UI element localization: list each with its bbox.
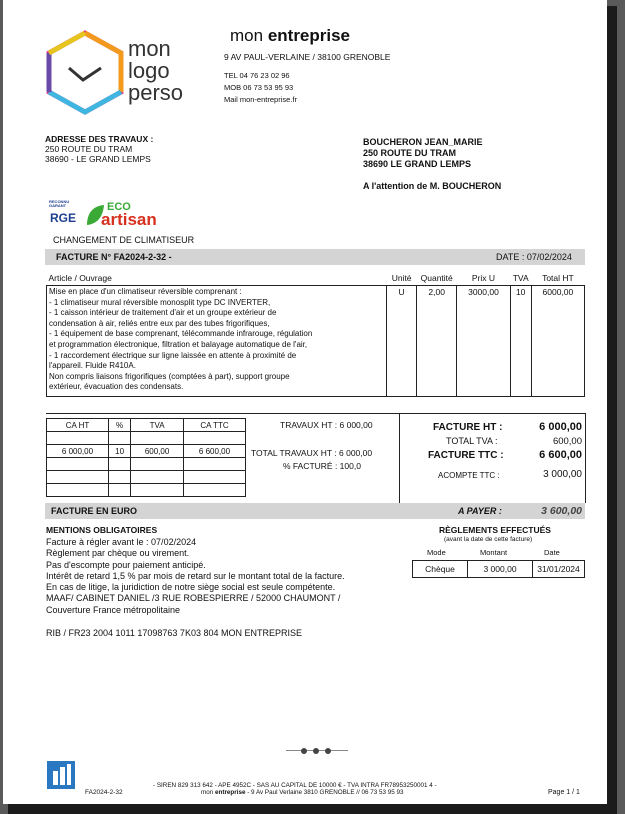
desc-line: extérieur, évacuation des condensats.	[49, 382, 184, 392]
total-travaux-ht: TOTAL TRAVAUX HT : 6 000,00	[251, 448, 373, 458]
page-shadow-right	[607, 6, 617, 814]
client-line1: 250 ROUTE DU TRAM	[363, 148, 457, 158]
items-header-row	[47, 270, 585, 286]
tva-header-row	[47, 419, 246, 432]
acompte-label: ACOMPTE TTC :	[438, 471, 500, 480]
invoice-page	[3, 0, 607, 804]
acompte-value: 3 000,00	[543, 469, 582, 480]
pct-facture: % FACTURÉ : 100,0	[283, 461, 361, 471]
table-row	[47, 471, 246, 484]
company-tel: TEL 04 76 23 02 96	[224, 71, 290, 80]
facture-ht-label: FACTURE HT :	[433, 422, 503, 433]
item-description	[47, 286, 387, 397]
total-tva-label: TOTAL TVA :	[446, 436, 498, 446]
item-unit: U	[387, 286, 417, 397]
item-qty: 2,00	[417, 286, 457, 397]
col-article: Article / Ouvrage	[47, 270, 387, 286]
footer-name-prefix: mon	[201, 789, 214, 796]
invoice-number: FACTURE N° FA2024-2-32 -	[56, 252, 172, 262]
summary-divider	[399, 413, 400, 503]
desc-line: - 1 équipement de base comprenant, télécommande infrarouge, régulation	[49, 329, 313, 339]
desc-line: condensation à air, reliés entre eux par des tubes frigorifiques,	[49, 318, 270, 328]
invoice-date: DATE : 07/02/2024	[496, 252, 572, 262]
footer-logo-icon	[47, 761, 75, 789]
desc-line: et programmation électronique, filtration et balayage automatique de l'air,	[49, 339, 308, 349]
items-table	[46, 270, 585, 397]
a-payer-label: A PAYER :	[458, 506, 502, 516]
dot-icon	[313, 748, 319, 754]
total-tva-value: 600,00	[552, 436, 582, 447]
table-row	[47, 286, 585, 397]
col-unit: Unité	[387, 270, 417, 286]
table-row	[47, 484, 246, 497]
payments-col-mode: Mode	[427, 548, 446, 557]
payment-date: 31/01/2024	[533, 561, 585, 578]
rge-top-text: RECONNU GARANT	[49, 199, 70, 208]
item-price: 3000,00	[457, 286, 510, 397]
mention-line: Couverture France métropolitaine	[46, 604, 181, 615]
col-total: Total HT	[531, 270, 584, 286]
payments-col-montant: Montant	[480, 548, 508, 557]
mention-line: En cas de litige, la juridiction de notre siège social est seule compétente.	[46, 582, 336, 593]
eco-text: ECO	[107, 201, 131, 213]
tva-caht: 6 000,00	[47, 445, 109, 458]
desc-line: - 1 caisson intérieur de traitement d'air et un groupe extérieur de	[49, 308, 277, 318]
dot-icon	[301, 748, 307, 754]
footer-contact	[201, 789, 404, 796]
works-line1: 250 ROUTE DU TRAM	[45, 144, 133, 154]
desc-line: - 1 climatiseur mural réversible monosplit type DC INVERTER,	[49, 297, 271, 307]
mention-line: MAAF/ CABINET DANIEL /3 RUE ROBESPIERRE / 52000 CHAUMONT /	[46, 593, 341, 604]
client-name: BOUCHERON JEAN_MARIE	[363, 137, 483, 147]
facture-ttc-label: FACTURE TTC :	[428, 450, 504, 461]
company-name-bold: entreprise	[267, 26, 351, 45]
tva-pct: 10	[108, 445, 130, 458]
rge-text: RGE	[50, 211, 77, 225]
invoice-subject: CHANGEMENT DE CLIMATISEUR	[53, 235, 195, 245]
page-number: Page 1 / 1	[548, 789, 580, 796]
dot-icon	[325, 748, 331, 754]
eco-artisan-logo	[85, 200, 175, 230]
tva-col-tva: TVA	[131, 419, 184, 432]
logo-text-logo: logo	[128, 58, 170, 83]
page-dots-indicator	[286, 748, 348, 754]
desc-line: l'appareil. Fluide R410A.	[49, 361, 136, 371]
tva-cattc: 6 600,00	[184, 445, 246, 458]
tva-col-cattc: CA TTC	[184, 419, 246, 432]
summary-right-border	[585, 413, 586, 503]
company-address: 9 AV PAUL-VERLAINE / 38100 GRENOBLE	[224, 52, 391, 62]
footer-address: - 9 Av Paul Verlaine 3810 GRENOBLE // 06 73 53 95 93	[247, 789, 404, 796]
footer-legal: - SIREN 829 313 642 - APE 4952C - SAS AU CAPITAL DE 10000 € - TVA INTRA FR78953250001 4 -	[153, 782, 437, 789]
client-line2: 38690 LE GRAND LEMPS	[363, 159, 472, 169]
company-mob: MOB 06 73 53 95 93	[224, 83, 294, 92]
mentions-title: MENTIONS OBLIGATOIRES	[46, 525, 158, 535]
tva-value: 600,00	[131, 445, 184, 458]
facture-ttc-value: 6 600,00	[539, 449, 582, 461]
desc-line: Non compris liaisons frigorifiques (comptées à part), support groupe	[49, 371, 290, 381]
summary-top-border	[46, 413, 585, 414]
artisan-text: artisan	[101, 210, 157, 229]
tva-table	[46, 418, 246, 497]
item-total: 6000,00	[531, 286, 584, 397]
footer-name-bold: entreprise	[215, 789, 246, 796]
travaux-ht: TRAVAUX HT : 6 000,00	[280, 420, 373, 430]
payments-subtitle: (avant la date de cette facture)	[444, 536, 533, 543]
logo-text-mon: mon	[128, 36, 171, 61]
mention-line: Facture à régler avant le : 07/02/2024	[46, 537, 197, 547]
footer-ref: FA2024-2-32	[85, 789, 123, 796]
payments-title: RÈGLEMENTS EFFECTUÉS	[439, 525, 551, 535]
table-row	[47, 432, 246, 445]
table-row	[47, 458, 246, 471]
works-line2: 38690 - LE GRAND LEMPS	[45, 154, 151, 164]
payment-amount: 3 000,00	[468, 561, 533, 578]
desc-line: - 1 raccordement électrique sur ligne laissée en attente à proximité de	[49, 350, 297, 360]
hexagon-logo-icon	[45, 30, 125, 115]
facture-en-euro: FACTURE EN EURO	[51, 506, 138, 516]
mentions-list	[46, 537, 345, 616]
page-shadow-bottom	[8, 804, 617, 814]
company-name	[230, 26, 350, 46]
col-price: Prix U	[457, 270, 510, 286]
mention-line: Intérêt de retard 1,5 % par mois de retard sur le montant total de la facture.	[46, 570, 345, 581]
payments-table	[412, 560, 585, 578]
a-payer-value: 3 600,00	[541, 505, 582, 517]
table-row	[413, 561, 585, 578]
tva-col-caht: CA HT	[47, 419, 109, 432]
mention-line: Pas d'escompte pour paiement anticipé.	[46, 559, 206, 570]
desc-line: Mise en place d'un climatiseur réversible comprenant :	[49, 287, 242, 296]
table-row	[47, 445, 246, 458]
works-title: ADRESSE DES TRAVAUX :	[45, 134, 154, 144]
col-qty: Quantité	[417, 270, 457, 286]
rge-logo	[47, 200, 79, 228]
logo-text-perso: perso	[128, 80, 184, 105]
company-logo	[45, 30, 125, 115]
facture-ht-value: 6 000,00	[539, 421, 582, 433]
mention-line: Règlement par chèque ou virement.	[46, 548, 190, 559]
rib: RIB / FR23 2004 1011 17098763 7K03 804 MON ENTREPRISE	[46, 628, 302, 638]
client-attention: A l'attention de M. BOUCHERON	[363, 181, 502, 191]
company-name-prefix: mon	[230, 26, 264, 45]
payment-mode: Chèque	[413, 561, 468, 578]
item-tva: 10	[510, 286, 531, 397]
col-tva: TVA	[510, 270, 531, 286]
payments-col-date: Date	[544, 548, 560, 557]
company-mail: Mail mon-entreprise.fr	[224, 95, 297, 104]
tva-col-pct: %	[108, 419, 130, 432]
